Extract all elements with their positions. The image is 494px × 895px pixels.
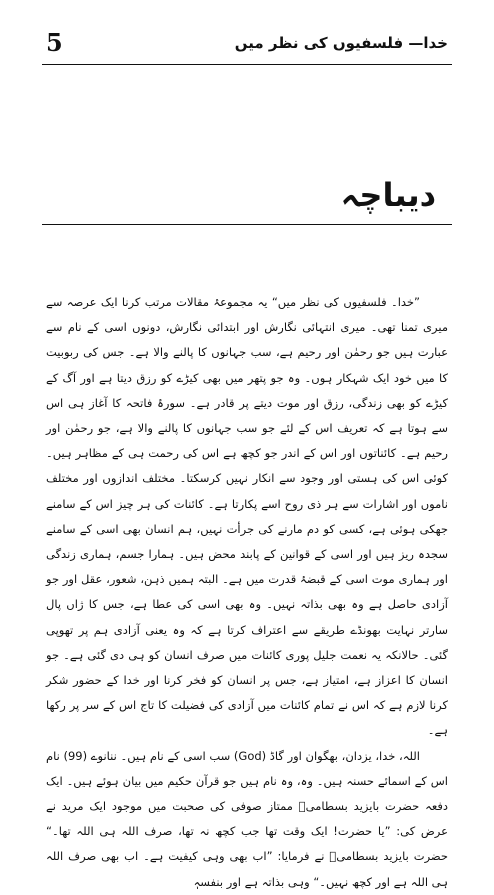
title-rule [42,224,452,225]
paragraph-2 [46,744,448,895]
header-rule [42,64,452,65]
page-number: 5 [46,28,63,57]
paragraph-2-text: اللہ، خدا، یزدان، بھگوان اور گاڈ (God) سب اسی کے نام ہیں۔ ننانوے (99) نام اس کے اسمائے حسنہ ہیں۔ وہ، وہ نام ہیں جو قرآن حکیم میں بیان ہوئے ہیں۔ ایک دفعہ حضرت بایزید بسطامیؒ ممتاز صوفی کی صحبت میں موجود ایک مرید نے عرض کی: ”یا حضرت! ایک وقت تھا جب کچھ نہ تھا، صرف اللہ ہی اللہ تھا۔“ حضرت بایزید بسطامیؒ نے فرمایا: ”اب بھی وہی کیفیت ہے۔ اب بھی صرف اللہ ہی اللہ ہے اور کچھ نہیں۔“ وہی بذاتہ ہے اور بنفسہٖ [46,748,448,889]
paragraph-1-text: ”خدا۔ فلسفیوں کی نظر میں“ یہ مجموعۂ مقالات مرتب کرنا ایک عرصہ سے میری تمنا تھی۔ میری انتہائی نگارش اور ابتدائی نگارش، دونوں اسی کے نام سے عبارت ہیں جو رحمٰن اور رحیم ہے، سب جہانوں کا پالنے والا ہے۔ جس کی ربوبیت کا میں خود ایک شہکار ہوں۔ وہ جو پتھر میں بھی کیڑے کو رزق دیتا ہے اور آگ کے کیڑے کو بھی زندگی، رزق اور موت دیتے پر قادر ہے۔ سورۂ فاتحہ کا آغاز ہی اس سے ہوتا ہے کہ تعریف اس کے لئے جو سب جہانوں کا پالنے والا ہے، جو رحمٰن اور رحیم ہے۔ کائناتوں اور اس کے اندر جو کچھ ہے اس کی رحمت ہی کے مظاہر ہیں۔ کوئی اس کی ہستی اور وجود سے انکار نہیں کرسکتا۔ مختلف اندازوں اور مختلف ناموں اور اشارات سے ہر ذی روح اسے پکارتا ہے۔ کائنات کی ہر چیز اس کے سامنے جھکی ہوئی ہے، کسی کو دم مارنے کی جرأت نہیں، ہم انسان بھی اسی کے سامنے سجدہ ریز ہیں اور اسی کے قوانین کے پابند محض ہیں۔ ہمارا جسم، ہماری زندگی اور ہماری موت اسی کے قبضۂ قدرت میں ہے۔ البتہ ہمیں ذہن، شعور، عقل اور جو آزادی حاصل ہے وہ بھی بذاتہ نہیں۔ وہ بھی اسی کی عطا ہے، جس کا ژاں پال سارتر نہایت بھونڈے طریقے سے اعتراف کرتا ہے کہ وہ یعنی آزادی ہم پر تھوپی گئی۔ حالانکہ یہ نعمت جلیل پوری کائنات میں صرف انسان کو ہی دی گئی ہے۔ جو انسان کا اعزاز ہے، امتیاز ہے، جس پر انسان کو فخر کرنا اور خدا کے حضور شکر کرنا لازم ہے کہ اس نے تمام کائنات میں آزادی کی فضیلت کا تاج اس کے سر پر رکھا ہے۔ [46,295,448,738]
body-text [46,290,448,895]
paragraph-1 [46,290,448,744]
chapter-title: دیباچہ [340,176,436,214]
running-title: خدا— فلسفیوں کی نظر میں [234,34,448,52]
